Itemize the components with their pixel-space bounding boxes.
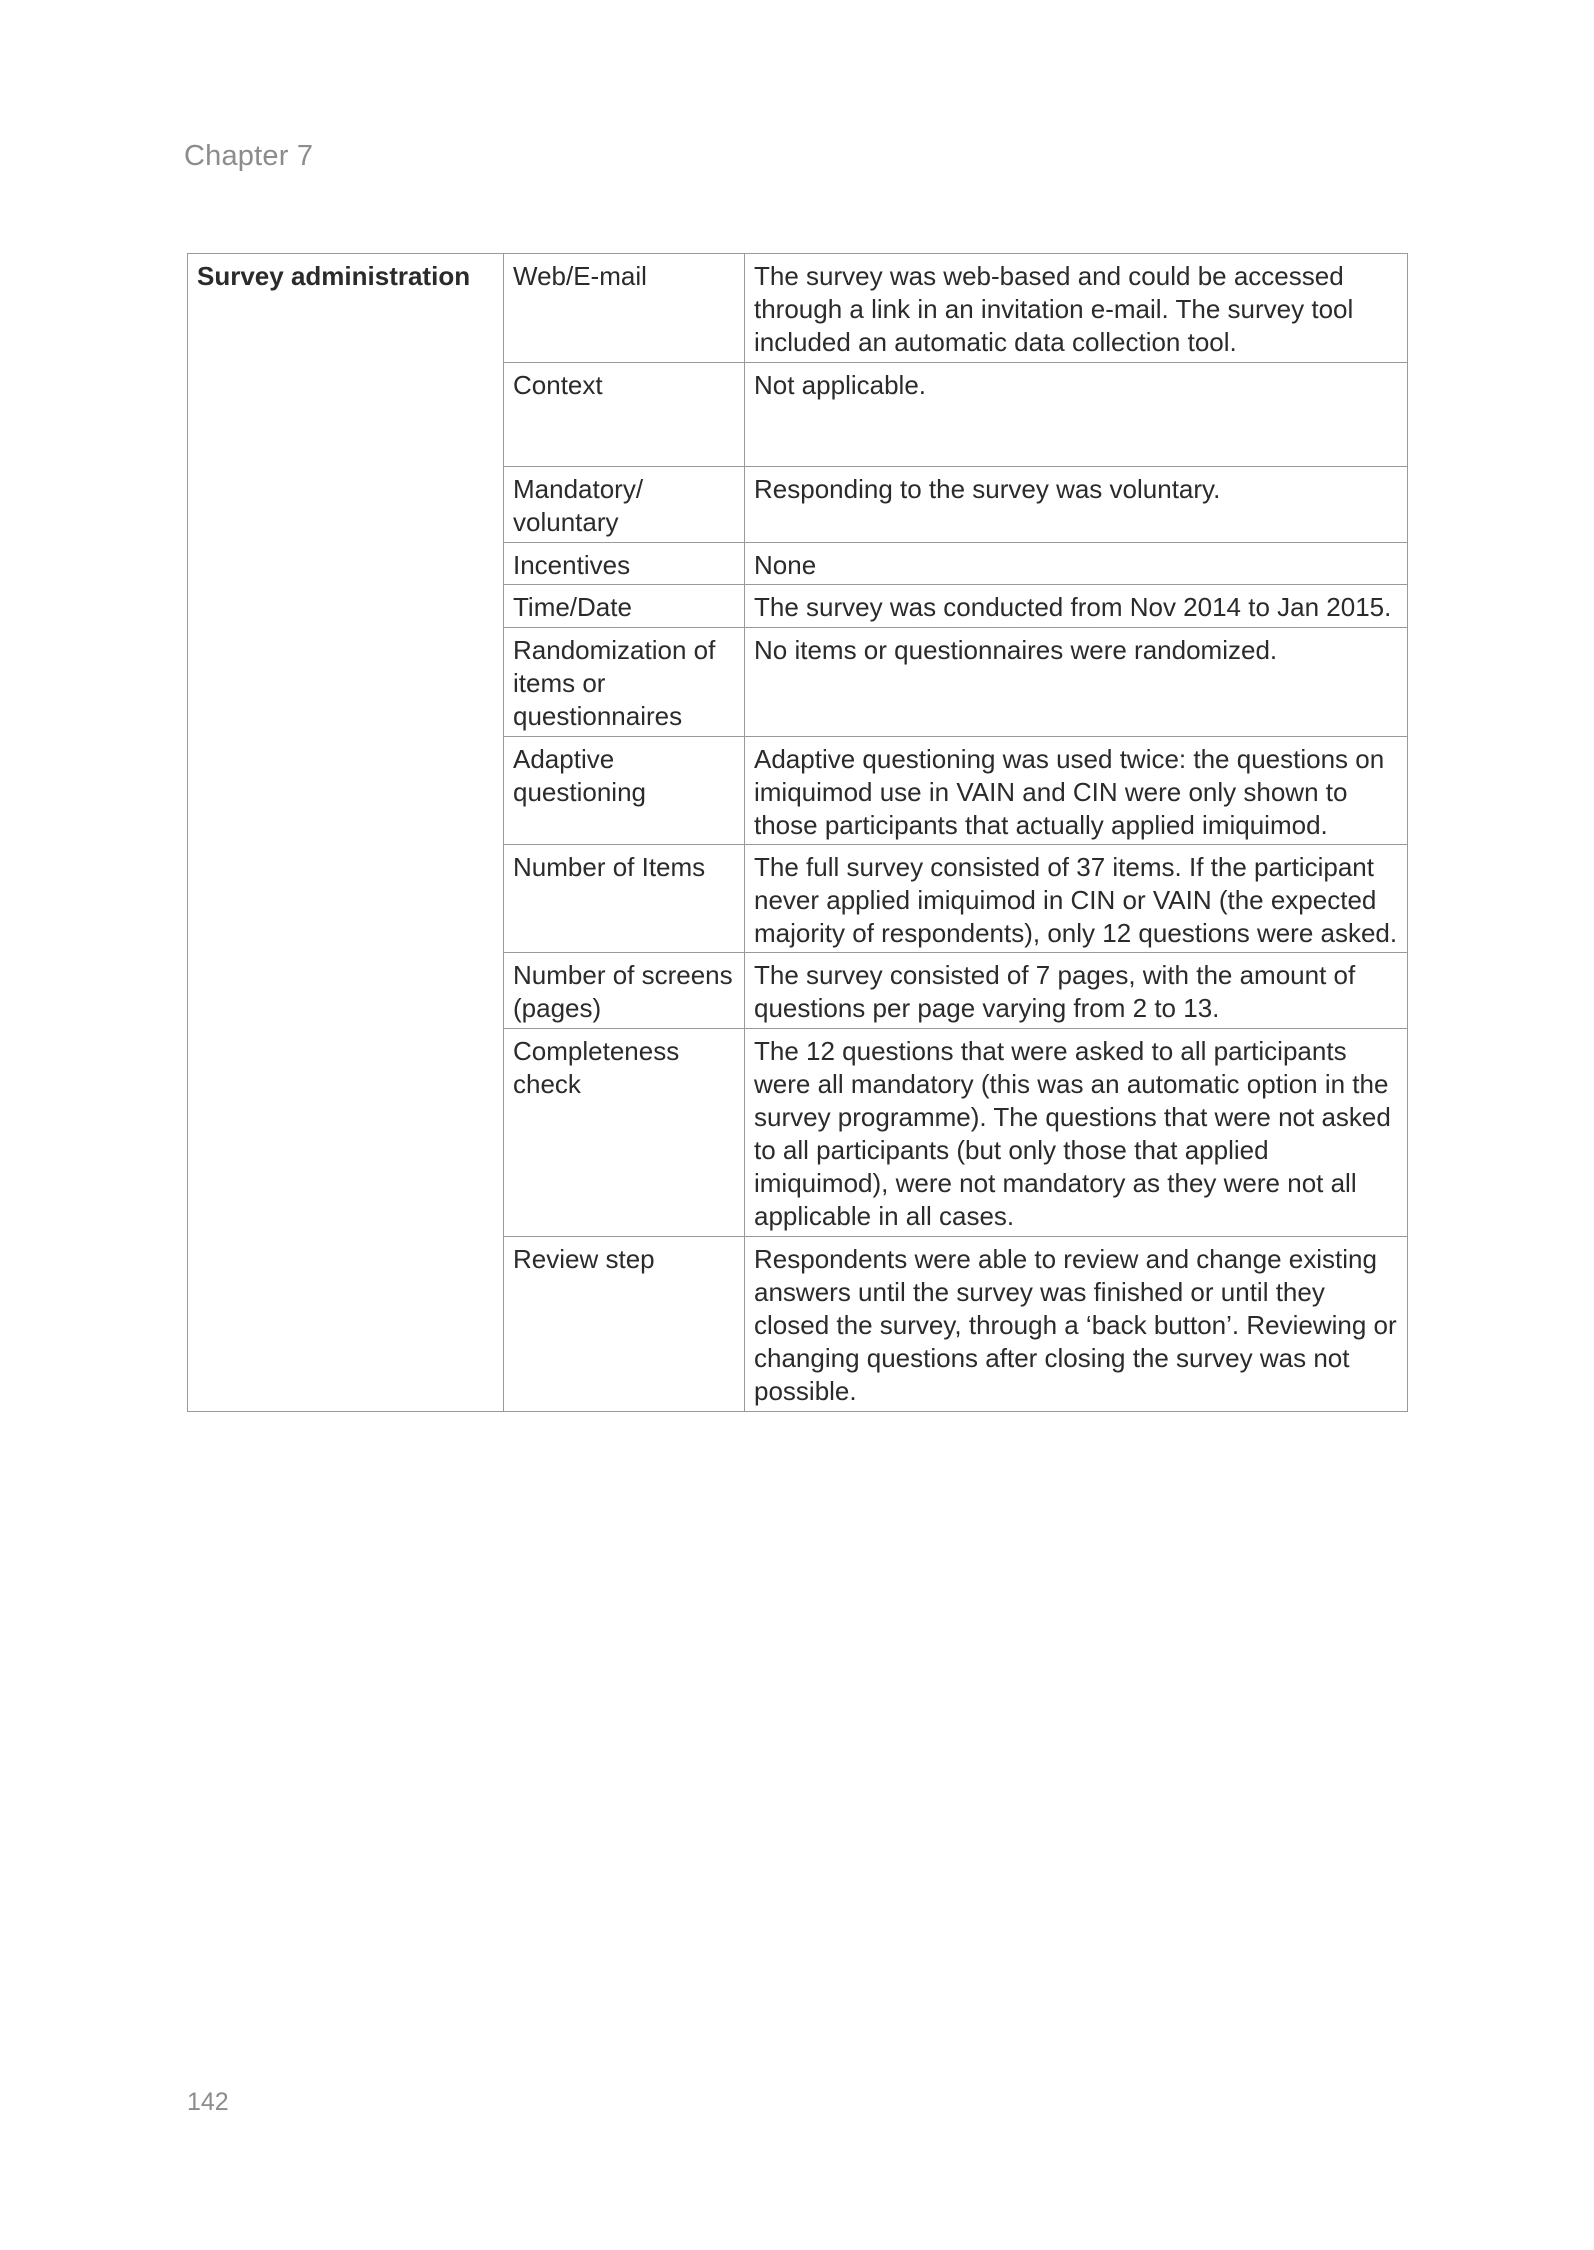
running-header: Chapter 7 [184, 140, 314, 172]
item-label: Incentives [504, 543, 745, 585]
item-description: Respondents were able to review and change existing answers until the survey was finished or until they closed the survey, through a ‘back button’. Reviewing or changing questions after closing the survey was not possible. [745, 1237, 1408, 1412]
item-description: The survey consisted of 7 pages, with the amount of questions per page varying from 2 to 13. [745, 953, 1408, 1029]
item-description: No items or questionnaires were randomized. [745, 628, 1408, 737]
item-label: Completeness check [504, 1029, 745, 1237]
item-label: Adaptive questioning [504, 737, 745, 845]
item-description: The 12 questions that were asked to all participants were all mandatory (this was an automatic option in the survey programme). The questions that were not asked to all participants (but only those that applied imiquimod), were not mandatory as they were not all applicable in all cases. [745, 1029, 1408, 1237]
item-label: Context [504, 363, 745, 467]
item-description: Responding to the survey was voluntary. [745, 467, 1408, 543]
item-label: Time/Date [504, 585, 745, 628]
item-description: The survey was web-based and could be accessed through a link in an invitation e-mail. The survey tool included an automatic data collection tool. [745, 254, 1408, 363]
item-description: Not applicable. [745, 363, 1408, 467]
item-label: Number of Items [504, 845, 745, 953]
page-number: 142 [187, 2088, 229, 2116]
table-row [188, 254, 1408, 363]
item-label: Mandatory/ voluntary [504, 467, 745, 543]
item-label: Randomization of items or questionnaires [504, 628, 745, 737]
item-label: Review step [504, 1237, 745, 1412]
section-label: Survey administration [188, 254, 504, 1412]
item-description: Adaptive questioning was used twice: the questions on imiquimod use in VAIN and CIN were only shown to those participants that actually applied imiquimod. [745, 737, 1408, 845]
item-description: None [745, 543, 1408, 585]
item-label: Number of screens (pages) [504, 953, 745, 1029]
item-label: Web/E-mail [504, 254, 745, 363]
item-description: The full survey consisted of 37 items. If the participant never applied imiquimod in CIN or VAIN (the expected majority of respondents), only 12 questions were asked. [745, 845, 1408, 953]
item-description: The survey was conducted from Nov 2014 to Jan 2015. [745, 585, 1408, 628]
survey-administration-table [187, 253, 1408, 1412]
